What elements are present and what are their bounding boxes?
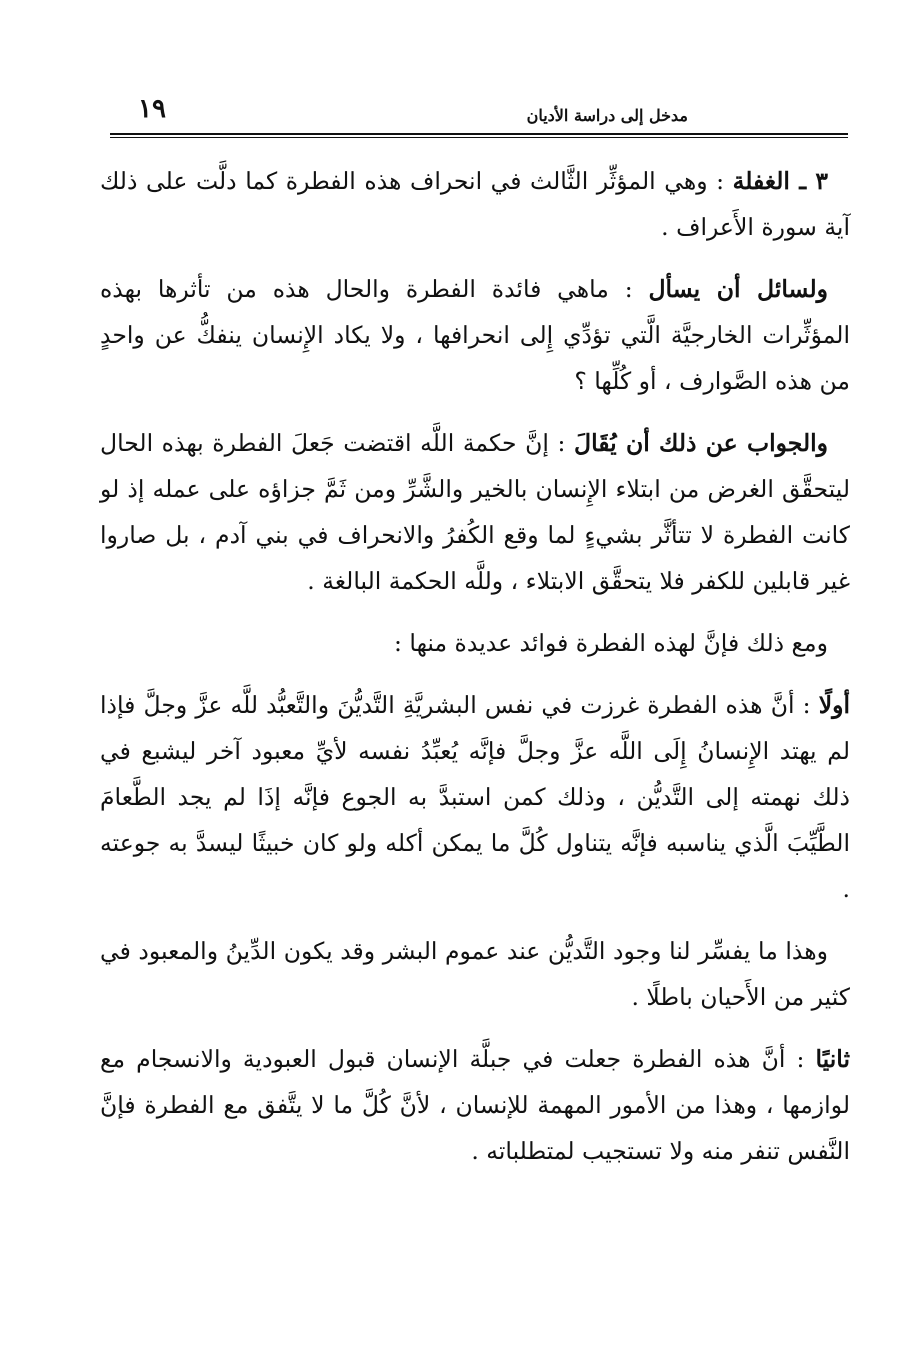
running-header — [110, 92, 848, 136]
paragraph-benefits-intro — [100, 620, 850, 666]
paragraph-heedlessness — [100, 158, 850, 250]
paragraph-lead: ثانيًا — [815, 1045, 850, 1073]
paragraph-lead: ٣ ـ الغفلة — [732, 167, 828, 195]
paragraph-text: : أنَّ هذه الفطرة جعلت في جبلَّة الإنسان قبول العبودية والانسجام مع لوازمها ، وهذا من الأمور المهمة للإنسان ، لأنَّ كُلَّ ما لا يتَّفق مع الفطرة فإنَّ النَّفس تنفر منه ولا تستجيب لمتطلباته . — [100, 1045, 850, 1165]
paragraph-first-benefit — [100, 682, 850, 912]
paragraph-lead: أولًا — [818, 691, 850, 719]
paragraph-explanation — [100, 928, 850, 1020]
paragraph-text: ومع ذلك فإنَّ لهذه الفطرة فوائد عديدة منها : — [394, 629, 828, 657]
paragraph-text: : إنَّ حكمة اللَّه اقتضت جَعلَ الفطرة بهذه الحال ليتحقَّق الغرض من ابتلاء الإِنسان بالخير والشَّرِّ ومن ثَمَّ جزاؤه على عمله إذ لو كانت الفطرة لا تتأثَّر بشيءٍ لما وقع الكُفرُ والانحراف في بني آدم ، بل صاروا غير قابلين للكفر فلا يتحقَّق الابتلاء ، وللَّه الحكمة البالغة . — [100, 429, 850, 595]
page-number: ١٩ — [138, 94, 166, 124]
paragraph-answer — [100, 420, 850, 604]
paragraph-second-benefit — [100, 1036, 850, 1174]
paragraph-lead: والجواب عن ذلك أن يُقَالَ — [574, 429, 828, 457]
paragraph-lead: ولسائل أن يسأل — [648, 275, 829, 303]
paragraph-text: : ماهي فائدة الفطرة والحال هذه من تأثرها بهذه المؤثِّرات الخارجيَّة الَّتي تؤدِّي إِلى انحرافها ، ولا يكاد الإِنسان ينفكُّ عن واحدٍ من هذه الصَّوارف ، أو كُلِّها ؟ — [100, 275, 850, 395]
paragraph-text: وهذا ما يفسِّر لنا وجود التَّديُّن عند عموم البشر وقد يكون الدِّينُ والمعبود في كثير من الأَحيان باطلًا . — [100, 937, 850, 1011]
book-title: مدخل إلى دراسة الأديان — [526, 106, 688, 125]
header-rule-thick — [110, 133, 848, 135]
header-rule-thin — [110, 137, 848, 138]
paragraph-text: : أنَّ هذه الفطرة غرزت في نفس البشريَّةِ التَّديُّنَ والتَّعبُّد للَّه عزَّ وجلَّ فإذا لم يهتد الإِنسانُ إِلَى اللَّه عزَّ وجلَّ فإنَّه يُعبِّدُ نفسه لأيِّ معبود آخر ليشبع في ذلك نهمته إلى التَّديُّن ، وذلك كمن استبدَّ به الجوع فإنَّه إذَا لم يجد الطَّعامَ الطَّيِّبَ الَّذي يناسبه فإنَّه يتناول كُلَّ ما يمكن أكله ولو كان خبيثًا ليسدَّ به جوعته . — [100, 691, 850, 903]
body-text — [100, 158, 850, 1190]
paragraph-text: : وهي المؤثِّر الثَّالث في انحراف هذه الفطرة كما دلَّت على ذلك آية سورة الأَعراف . — [100, 167, 850, 241]
paragraph-question — [100, 266, 850, 404]
